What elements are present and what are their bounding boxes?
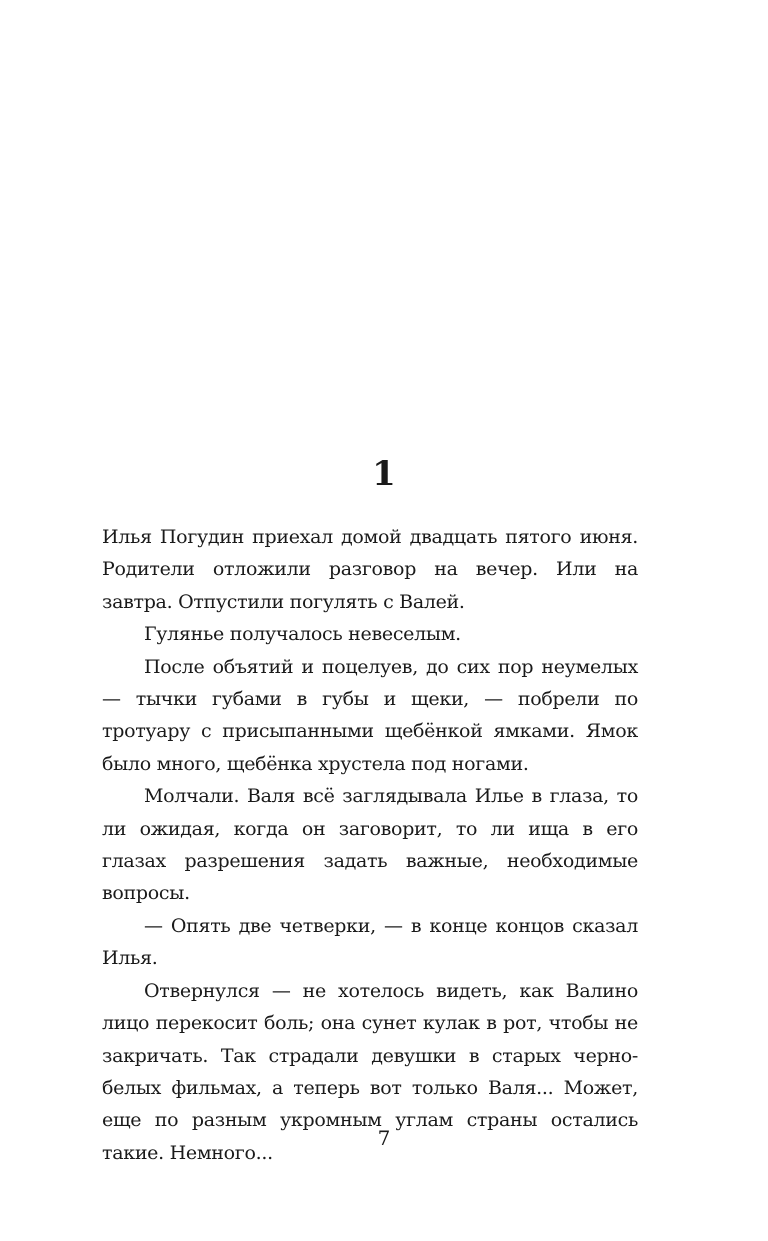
paragraph: Отвернулся — не хотелось видеть, как Валино лицо перекосит боль; она сунет кулак в рот, чтобы не закричать. Так страдали девушки в старых черно-белых фильмах, а теперь вот только Валя... Может, еще по разным укромным углам страны остались такие. Немного...: [102, 979, 638, 1164]
paragraph: — Опять две четверки, — в конце концов сказал Илья.: [102, 914, 638, 970]
paragraph: После объятий и поцелуев, до сих пор неумелых — тычки губами в губы и щеки, — побрели по тротуару с присыпанными щебёнкой ямками. Ямок было много, щебёнка хрустела под ногами.: [102, 655, 638, 775]
chapter-text: [102, 521, 638, 1169]
page-number: 7: [377, 1126, 391, 1150]
paragraph: Молчали. Валя всё заглядывала Илье в глаза, то ли ожидая, когда он заговорит, то ли ища в его глазах разрешения задать важные, необходимые вопросы.: [102, 785, 638, 905]
paragraph: Илья Погудин приехал домой двадцать пятого июня. Родители отложили разговор на вечер. Или на завтра. Отпустили погулять с Валей.: [102, 526, 638, 613]
chapter-number: 1: [372, 454, 396, 494]
paragraph: Гулянье получалось невеселым.: [144, 623, 461, 646]
